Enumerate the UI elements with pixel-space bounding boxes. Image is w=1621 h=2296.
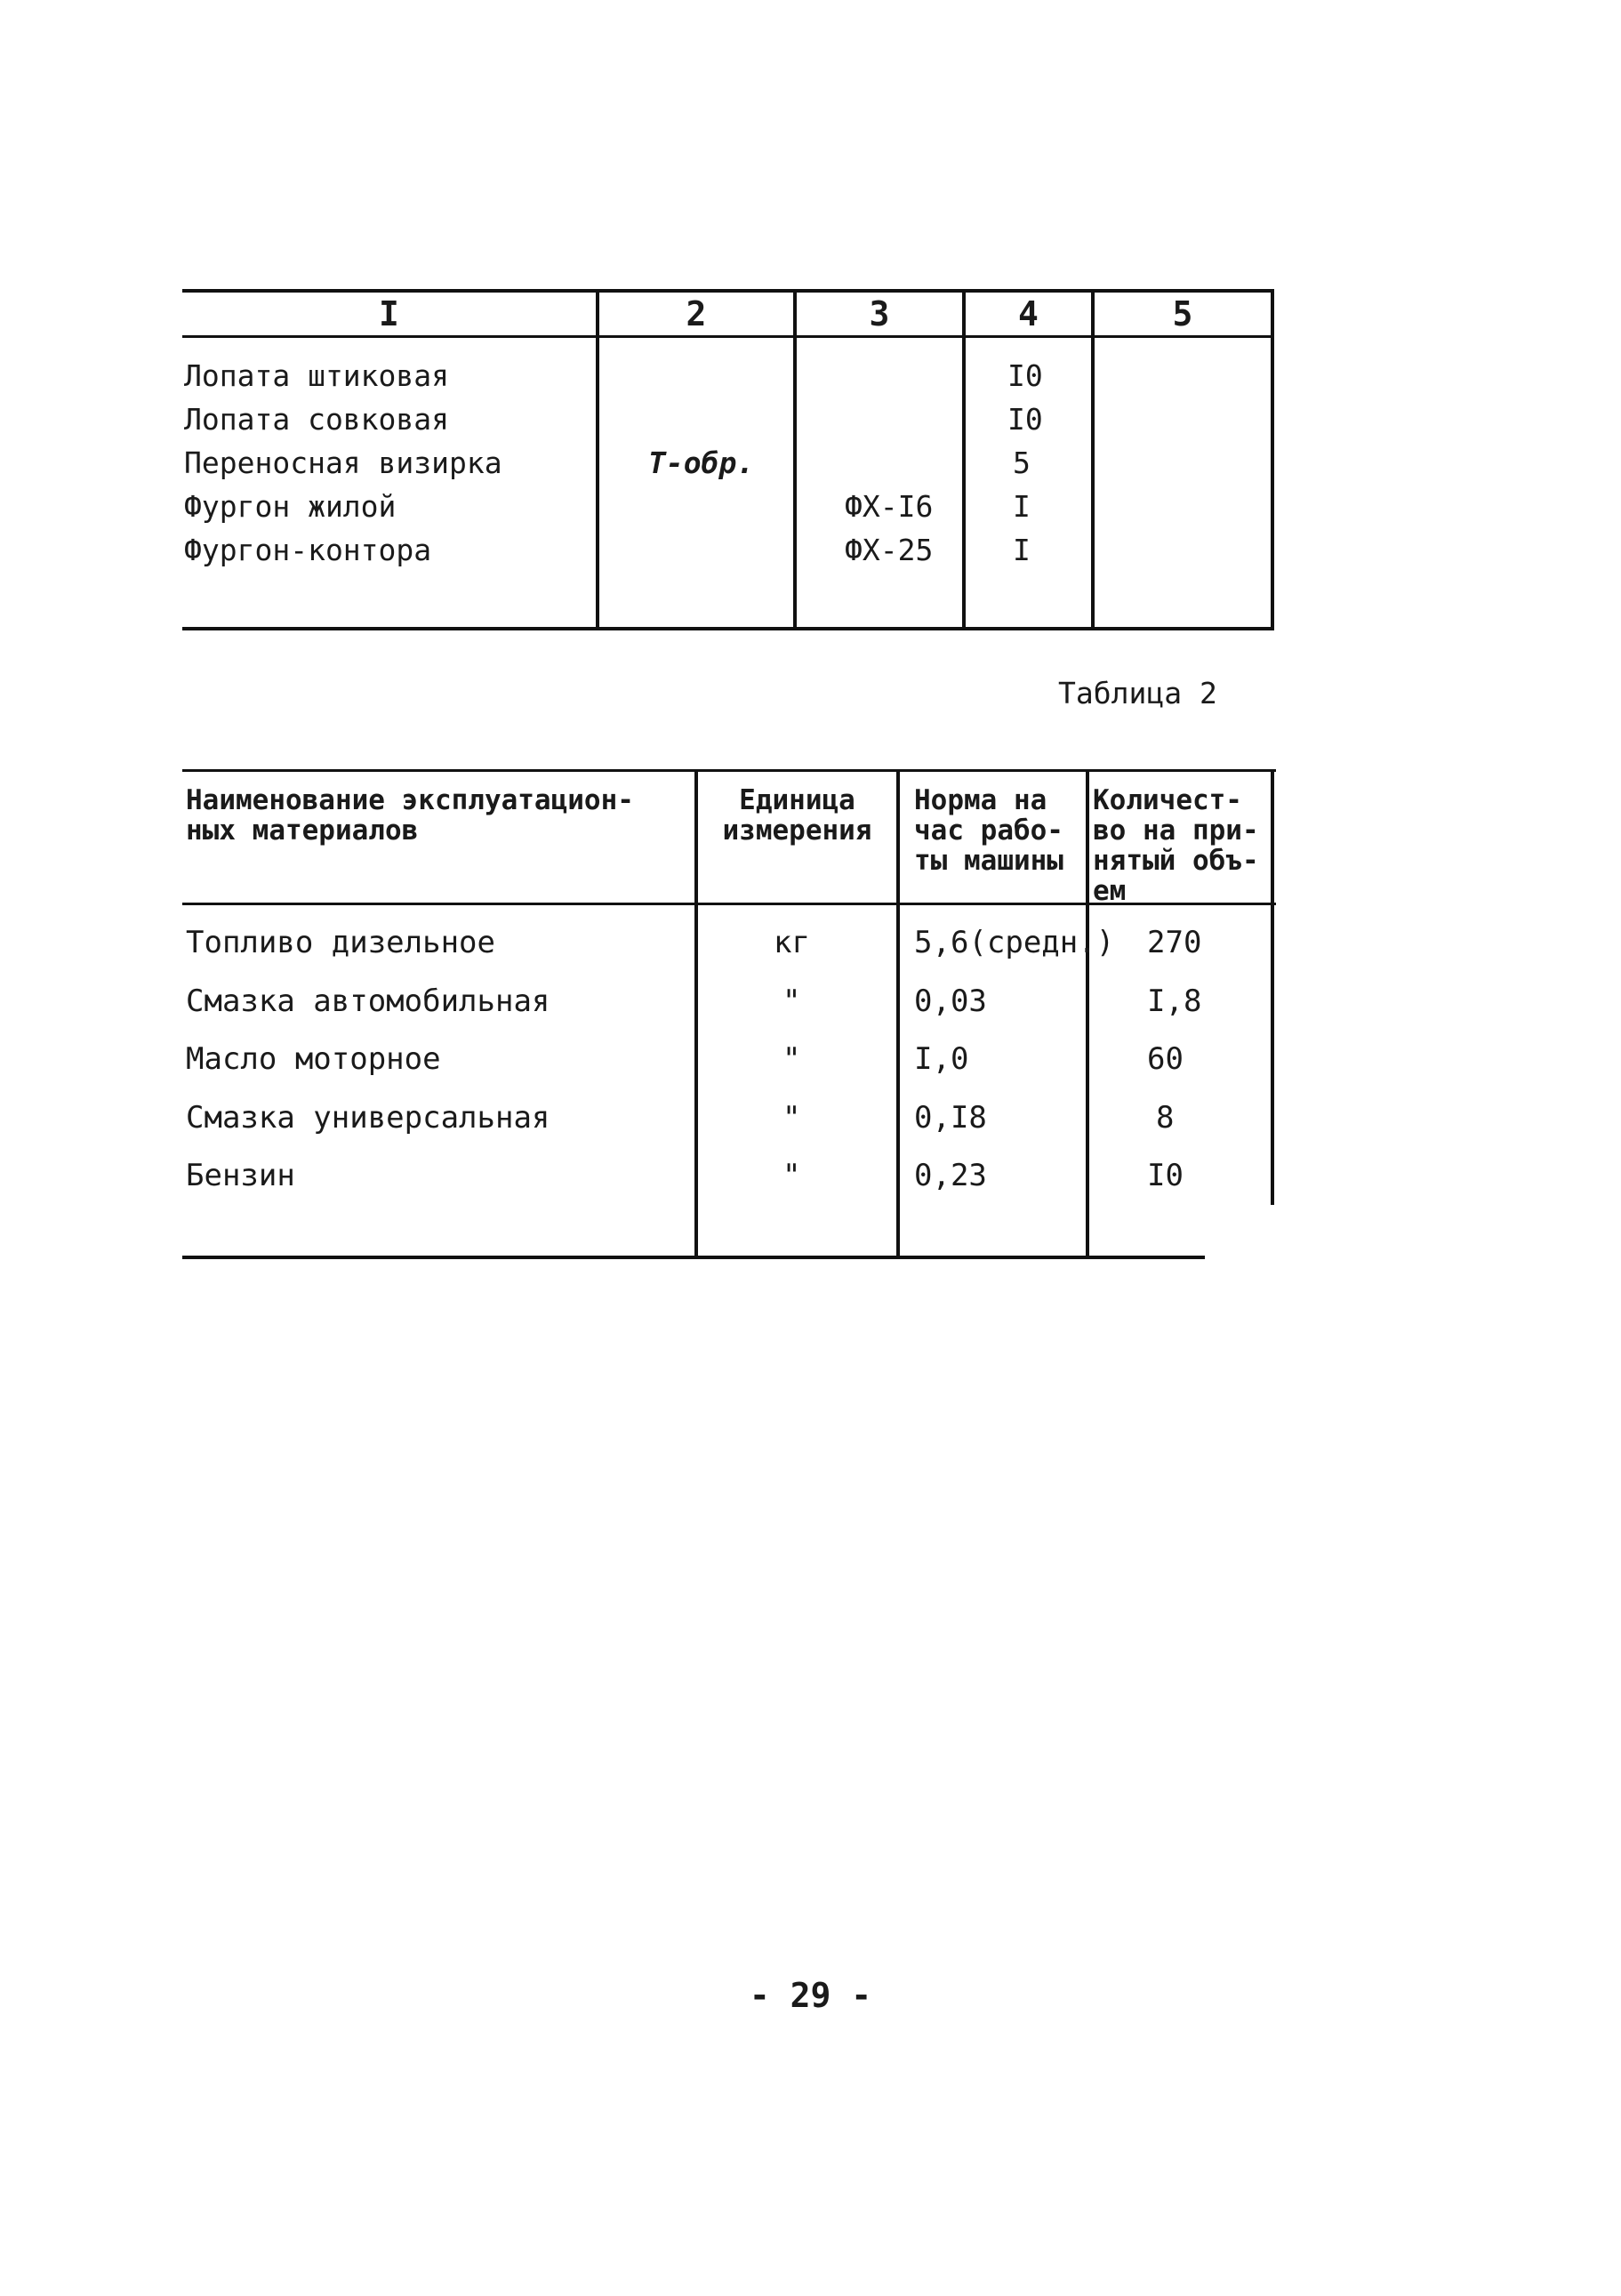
table-row-name: Фургон жилой [184, 489, 397, 524]
column-divider [1091, 289, 1095, 630]
header-norm [914, 785, 1083, 876]
column-header: 3 [869, 294, 890, 333]
header-line: ем [1093, 875, 1127, 907]
header-line: во на при- [1093, 815, 1259, 847]
material-norm: 0,I8 [914, 1100, 987, 1136]
material-name: Топливо дизельное [186, 925, 495, 960]
table-header-rule [182, 335, 1274, 338]
table-row-name: Переносная визирка [184, 446, 502, 480]
material-name: Смазка автомобильная [186, 983, 550, 1019]
column-divider [596, 289, 599, 630]
header-line: нятый объ- [1093, 845, 1259, 877]
material-unit: " [782, 983, 801, 1019]
material-unit: кг [774, 925, 810, 960]
table-caption: Таблица 2 [1058, 676, 1217, 710]
table-cell: I [1013, 533, 1031, 567]
material-quantity: I0 [1147, 1158, 1184, 1193]
material-quantity: 60 [1147, 1041, 1184, 1077]
header-material-name [186, 785, 684, 846]
column-header: I [379, 294, 399, 333]
header-line: Наименование эксплуатацион- [186, 784, 634, 816]
material-unit: " [782, 1158, 801, 1193]
column-header: 4 [1018, 294, 1039, 333]
table-bottom-rule [182, 627, 1274, 630]
header-quantity [1093, 785, 1271, 906]
header-line: Норма на [914, 784, 1047, 816]
material-name: Бензин [186, 1158, 295, 1193]
table-cell: 5 [1013, 446, 1031, 480]
table-cell: I [1013, 489, 1031, 524]
material-name: Смазка универсальная [186, 1100, 550, 1136]
header-line: Количест- [1093, 784, 1242, 816]
table-cell: I0 [1007, 358, 1043, 393]
column-divider [962, 289, 966, 630]
table-top-rule [182, 769, 1276, 772]
material-quantity: I,8 [1147, 983, 1202, 1019]
table-row-name: Лопата совковая [184, 402, 450, 437]
column-divider [694, 769, 698, 1259]
column-divider [896, 769, 900, 1259]
column-header: 2 [686, 294, 707, 333]
table-top-rule [182, 289, 1274, 293]
column-divider [793, 289, 797, 630]
column2-value: Т-обр. [648, 446, 755, 480]
column-divider [1086, 769, 1089, 1259]
header-unit [702, 785, 893, 846]
material-norm: I,0 [914, 1041, 969, 1077]
material-norm: 5,6(средн.) [914, 925, 1115, 960]
table-cell: ФХ-I6 [845, 489, 934, 524]
page-number: - 29 - [749, 1976, 872, 2015]
material-unit: " [782, 1100, 801, 1136]
table-right-border [1271, 769, 1274, 1205]
header-line: Единица [739, 784, 855, 816]
table-bottom-rule [182, 1256, 1205, 1259]
materials-table [182, 769, 1276, 1263]
header-line: ных материалов [186, 815, 419, 847]
material-norm: 0,03 [914, 983, 987, 1019]
header-line: час рабо- [914, 815, 1063, 847]
table-row-name: Лопата штиковая [184, 358, 450, 393]
material-name: Масло моторное [186, 1041, 441, 1077]
table-cell: ФХ-25 [845, 533, 934, 567]
material-unit: " [782, 1041, 801, 1077]
header-line: ты машины [914, 845, 1063, 877]
table-right-border [1271, 289, 1274, 630]
equipment-table [182, 289, 1274, 631]
column-header: 5 [1172, 294, 1193, 333]
table-cell: I0 [1007, 402, 1043, 437]
material-quantity: 8 [1156, 1100, 1175, 1136]
material-quantity: 270 [1147, 925, 1202, 960]
table-row-name: Фургон-контора [184, 533, 432, 567]
header-line: измерения [722, 815, 872, 847]
material-norm: 0,23 [914, 1158, 987, 1193]
